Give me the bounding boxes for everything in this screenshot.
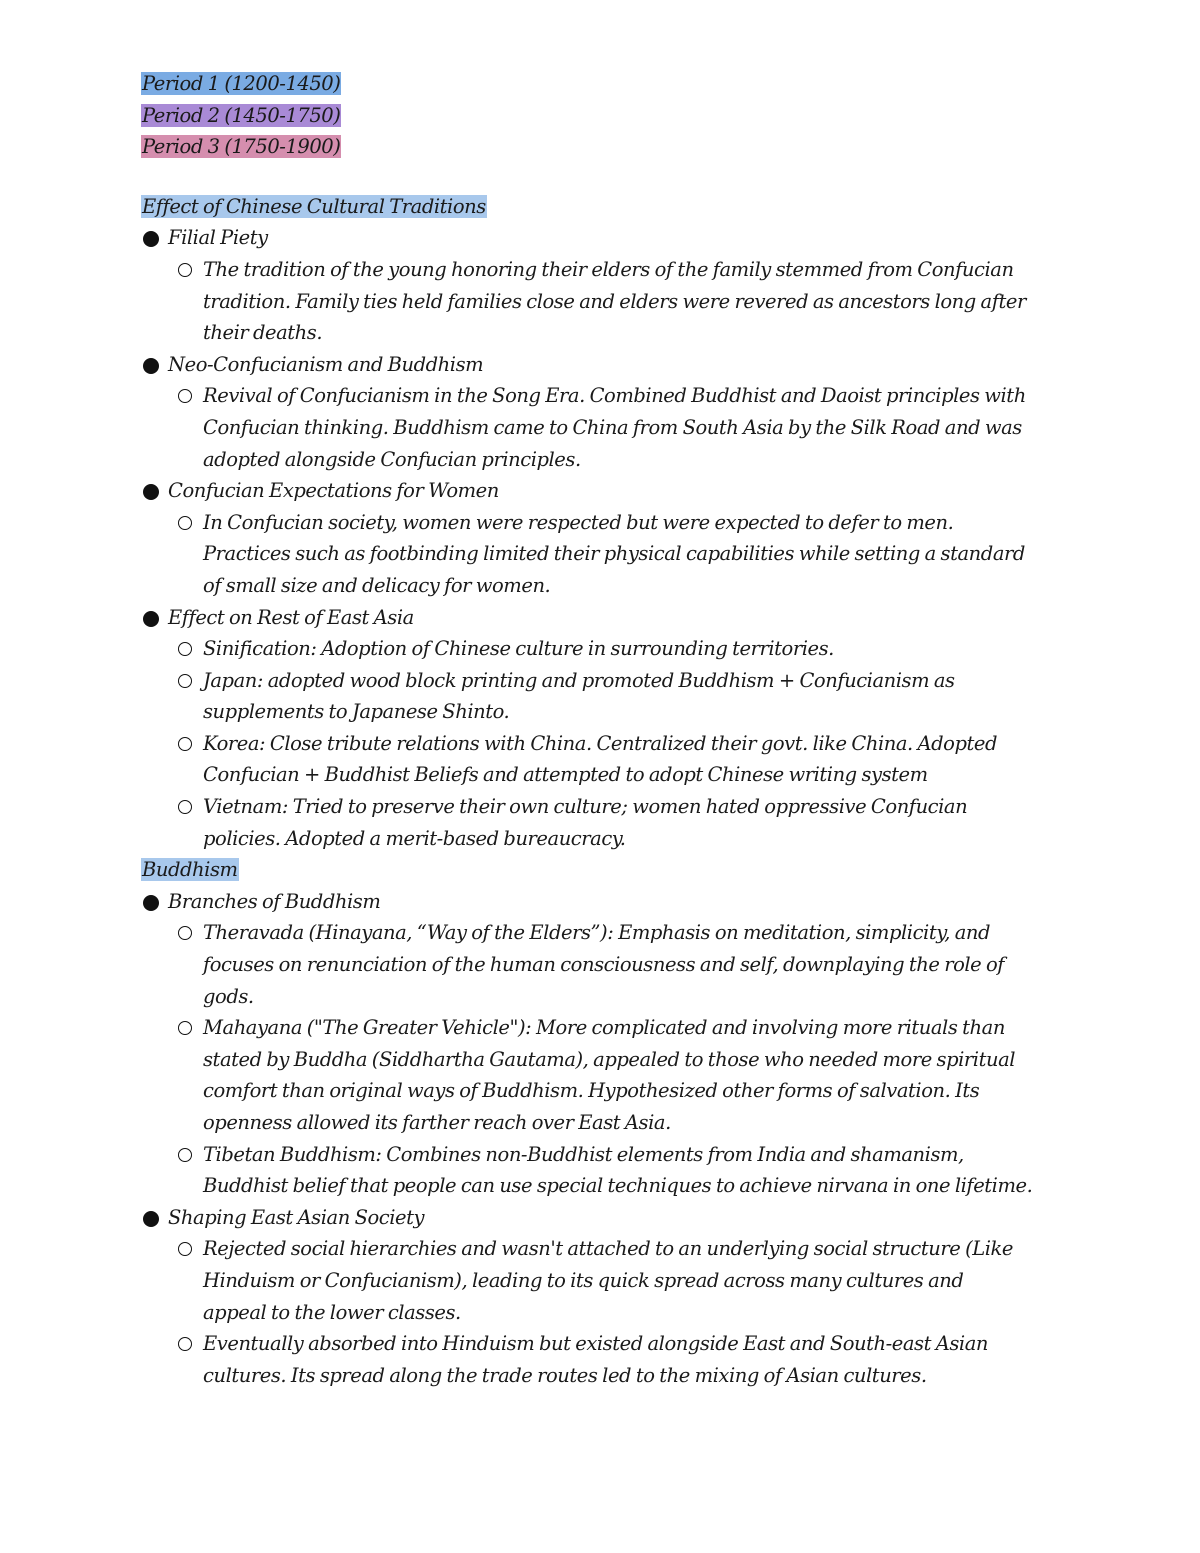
sub-point-line: Mahayana ("The Greater Vehicle"): More complicated and involving more rituals than: [203, 1016, 1005, 1040]
hollow-bullet-icon: [178, 1337, 192, 1351]
sub-point-line: supplements to Japanese Shinto.: [203, 700, 510, 724]
sub-point-line: openness allowed its farther reach over East Asia.: [203, 1111, 671, 1134]
sub-point-line: Revival of Confucianism in the Song Era. Combined Buddhist and Daoist principles with: [203, 384, 1026, 408]
sub-point: [141, 507, 1071, 602]
sub-point: [141, 728, 1071, 791]
hollow-bullet-icon: [178, 926, 192, 940]
sub-point: [141, 1139, 1071, 1202]
hollow-bullet-icon: [178, 263, 192, 277]
sub-point: [141, 254, 1071, 349]
hollow-bullet-icon: [178, 1148, 192, 1162]
hollow-bullet-icon: [178, 737, 192, 751]
sub-point-line: tradition. Family ties held families close and elders were revered as ancestors long after: [203, 289, 1026, 313]
topic-east-asia: [141, 602, 1071, 634]
topic-shaping-society: [141, 1202, 1071, 1234]
sub-point-line: Buddhist belief that people can use special techniques to achieve nirvana in one lifetime.: [203, 1174, 1033, 1198]
hollow-bullet-icon: [178, 389, 192, 403]
sub-point-line: In Confucian society, women were respected but were expected to defer to men.: [203, 510, 954, 534]
sub-point-line: gods.: [203, 984, 254, 1008]
sub-point-line: Practices such as footbinding limited their physical capabilities while setting a standard: [203, 542, 1025, 566]
sub-point-line: appeal to the lower classes.: [203, 1300, 461, 1324]
hollow-bullet-icon: [178, 516, 192, 530]
filled-bullet-icon: [143, 484, 159, 500]
topic-confucian-women: [141, 475, 1071, 507]
sub-point-line: stated by Buddha (Siddhartha Gautama), appealed to those who needed more spiritual: [203, 1047, 1016, 1071]
hollow-bullet-icon: [178, 1021, 192, 1035]
sub-point-line: The tradition of the young honoring their elders of the family stemmed from Confucian: [203, 257, 1014, 281]
sub-point: [141, 665, 1071, 728]
filled-bullet-icon: [143, 358, 159, 374]
period-1-highlight: Period 1 (1200-1450): [142, 72, 341, 95]
sub-point-line: of small size and delicacy for women.: [203, 573, 551, 597]
topic-title: Shaping East Asian Society: [168, 1205, 425, 1229]
section-heading: [141, 191, 1071, 223]
sub-point-line: Eventually absorbed into Hinduism but existed alongside East and South-east Asian: [203, 1332, 988, 1356]
section-heading: [141, 854, 1071, 886]
hollow-bullet-icon: [178, 642, 192, 656]
section-heading-highlight: Effect of Chinese Cultural Traditions: [142, 194, 486, 218]
document-page: [141, 68, 1071, 1391]
sub-point-line: policies. Adopted a merit-based bureaucracy.: [203, 826, 626, 850]
filled-bullet-icon: [143, 611, 159, 627]
sub-point-line: their deaths.: [203, 321, 323, 345]
sub-point-line: Japan: adopted wood block printing and promoted Buddhism + Confucianism as: [203, 668, 955, 692]
hollow-bullet-icon: [178, 800, 192, 814]
sub-point: [141, 917, 1071, 1012]
sub-point: [141, 380, 1071, 475]
filled-bullet-icon: [143, 1211, 159, 1227]
sub-point: [141, 791, 1071, 854]
sub-point: [141, 1233, 1071, 1328]
sub-point: [141, 1012, 1071, 1138]
sub-point: [141, 633, 1071, 665]
topic-title: Filial Piety: [168, 226, 268, 250]
sub-point-line: Vietnam: Tried to preserve their own culture; women hated oppressive Confucian: [203, 795, 968, 819]
hollow-bullet-icon: [178, 1242, 192, 1256]
section-chinese-traditions: [141, 191, 1071, 854]
period-2-label: [141, 100, 1071, 132]
sub-point-line: Sinification: Adoption of Chinese culture in surrounding territories.: [203, 637, 834, 661]
filled-bullet-icon: [143, 895, 159, 911]
sub-point-line: Theravada (Hinayana, “Way of the Elders”): Emphasis on meditation, simplicity, and: [203, 921, 991, 945]
sub-point-line: adopted alongside Confucian principles.: [203, 447, 581, 471]
sub-point-line: Confucian + Buddhist Beliefs and attempted to adopt Chinese writing system: [203, 763, 928, 787]
topic-filial-piety: [141, 222, 1071, 254]
sub-point-line: Confucian thinking. Buddhism came to China from South Asia by the Silk Road and was: [203, 415, 1022, 439]
period-2-highlight: Period 2 (1450-1750): [142, 103, 341, 127]
sub-point-line: Hinduism or Confucianism), leading to its quick spread across many cultures and: [203, 1268, 964, 1292]
section-buddhism: [141, 854, 1071, 1391]
sub-point: [141, 1328, 1071, 1391]
topic-neo-confucianism: [141, 349, 1071, 381]
sub-point-line: comfort than original ways of Buddhism. Hypothesized other forms of salvation. Its: [203, 1079, 980, 1103]
period-3-label: [141, 131, 1071, 163]
topic-branches: [141, 886, 1071, 918]
sub-point-line: Rejected social hierarchies and wasn't attached to an underlying social structure (Like: [203, 1237, 1014, 1261]
topic-title: Effect on Rest of East Asia: [168, 605, 414, 629]
period-3-highlight: Period 3 (1750-1900): [142, 135, 341, 159]
period-1-label: [141, 68, 1071, 100]
sub-point-line: focuses on renunciation of the human consciousness and self, downplaying the role of: [203, 953, 1005, 977]
topic-title: Confucian Expectations for Women: [168, 479, 499, 503]
hollow-bullet-icon: [178, 674, 192, 688]
section-heading-highlight: Buddhism: [142, 858, 238, 882]
period-legend: [141, 68, 1071, 163]
sub-point-line: Korea: Close tribute relations with China. Centralized their govt. like China. Adopted: [203, 731, 998, 755]
spacer: [141, 163, 1071, 191]
topic-title: Branches of Buddhism: [168, 889, 381, 913]
filled-bullet-icon: [143, 231, 159, 247]
topic-title: Neo-Confucianism and Buddhism: [168, 352, 484, 376]
sub-point-line: Tibetan Buddhism: Combines non-Buddhist elements from India and shamanism,: [203, 1142, 964, 1166]
sub-point-line: cultures. Its spread along the trade routes led to the mixing of Asian cultures.: [203, 1363, 927, 1387]
